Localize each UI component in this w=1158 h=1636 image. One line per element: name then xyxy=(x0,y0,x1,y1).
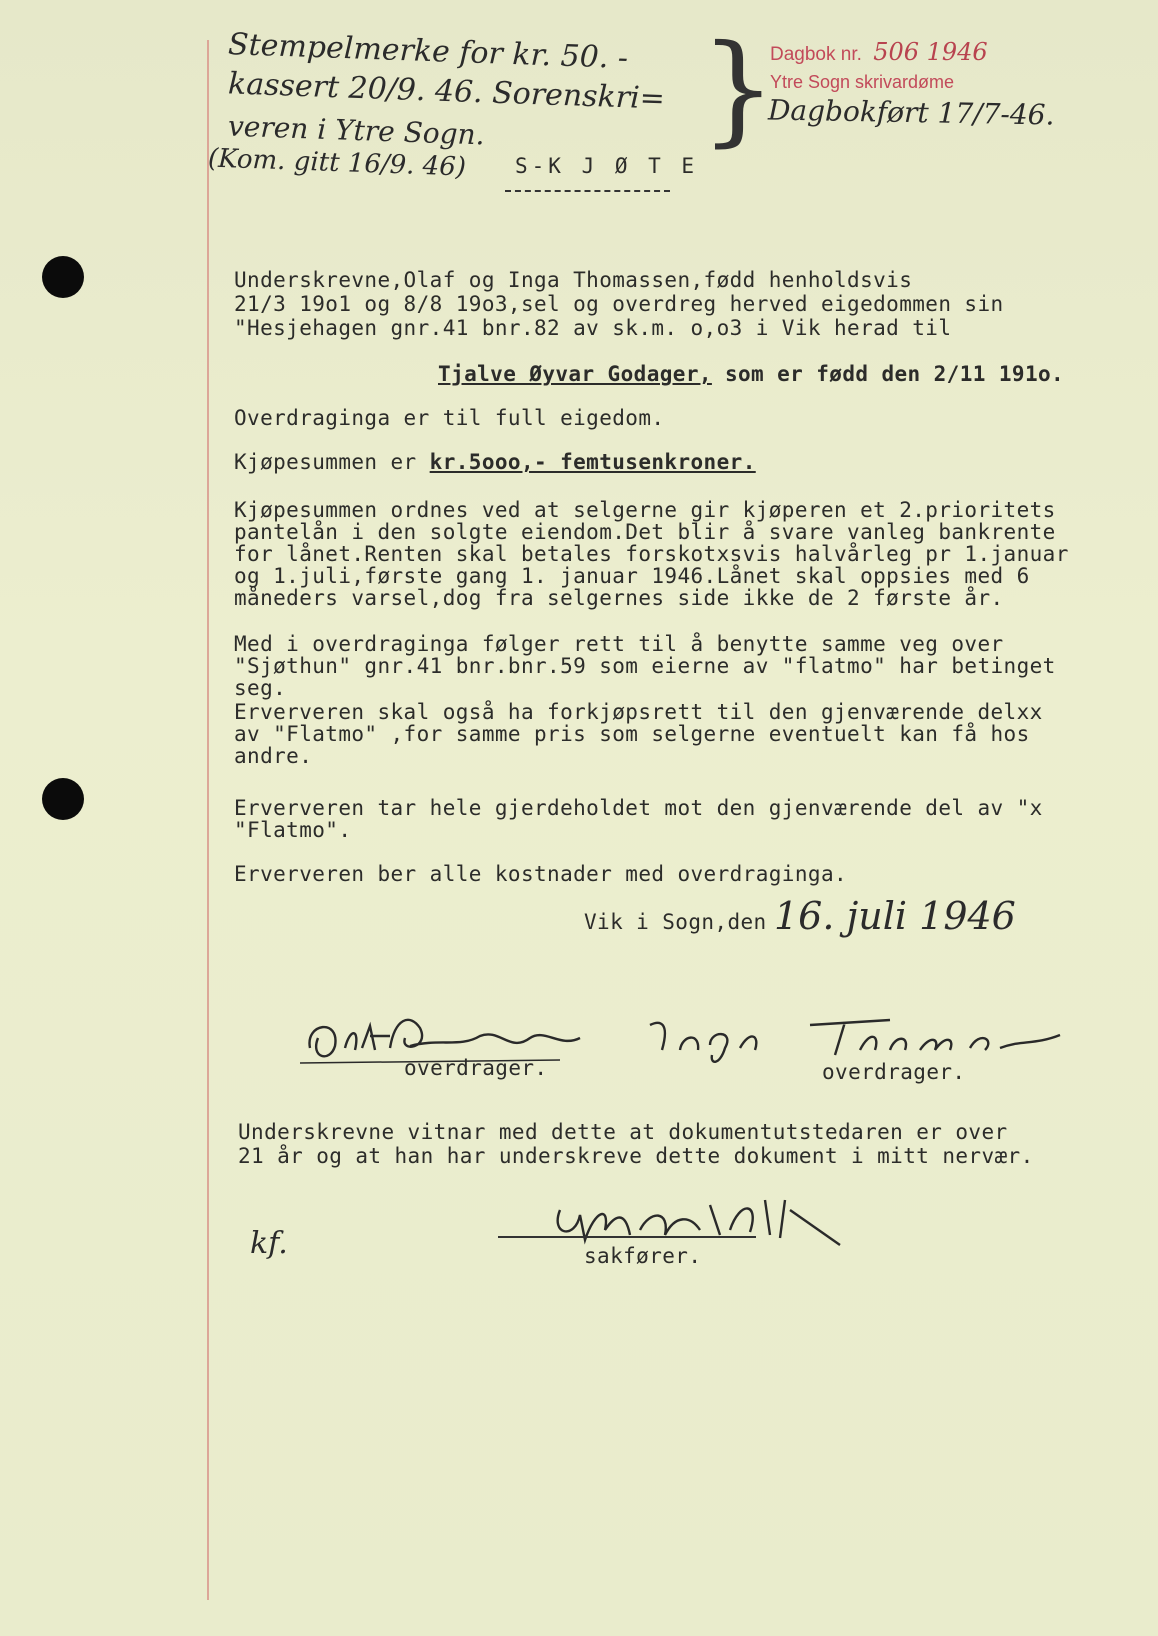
margin-note-line: (Kom. gitt 16/9. 46) xyxy=(207,143,467,183)
margin-note-line: veren i Ytre Sogn. xyxy=(227,109,486,152)
title-underline xyxy=(505,190,670,192)
witness-line: Underskrevne vitnar med dette at dokumentutstedaren er over xyxy=(238,1120,1008,1144)
place-date-handwritten: 16. juli 1946 xyxy=(774,894,1016,938)
buyer-birth: som er fødd den 2/11 191o. xyxy=(711,362,1065,386)
signature-role: overdrager. xyxy=(404,1056,548,1080)
body-line: "Sjøthun" gnr.41 bnr.bnr.59 som eierne av "flatmo" har betinget xyxy=(234,654,1056,678)
diary-entry-note: Dagbokført 17/7-46. xyxy=(767,93,1055,132)
body-line: Erververen tar hele gjerdeholdet mot den gjenværende del av "x xyxy=(234,796,1043,820)
body-line: Overdraginga er til full eigedom. xyxy=(234,406,665,430)
body-line: 21/3 19o1 og 8/8 19o3,sel og overdreg herved eigedommen sin xyxy=(234,292,1004,316)
brace-mark: } xyxy=(700,20,777,159)
buyer-line xyxy=(438,362,1064,386)
body-line: pantelån i den solgte eiendom.Det blir å svare vanleg bankrente xyxy=(234,520,1056,544)
witness-underline xyxy=(498,1236,756,1238)
stamp-number: 506 1946 xyxy=(873,38,988,66)
place-date-typed: Vik i Sogn,den xyxy=(584,910,767,934)
diary-number-stamp xyxy=(770,38,988,66)
body-line: måneders varsel,dog fra selgernes side ikke de 2 første år. xyxy=(234,586,1004,610)
buyer-name: Tjalve Øyvar Godager, xyxy=(438,362,712,386)
price-label: Kjøpesummen er xyxy=(234,450,430,474)
document-title: S-K J Ø T E xyxy=(515,154,699,178)
margin-rule xyxy=(207,40,209,1600)
body-line: av "Flatmo" ,for samme pris som selgerne eventuelt kan få hos xyxy=(234,722,1030,746)
body-line: Kjøpesummen ordnes ved at selgerne gir kjøperen et 2.prioritets xyxy=(234,498,1056,522)
body-line: seg. xyxy=(234,676,287,700)
body-line: Underskrevne,Olaf og Inga Thomassen,fødd henholdsvis xyxy=(234,268,913,292)
witness-line: 21 år og at han har underskreve dette dokument i mitt nervær. xyxy=(238,1144,1034,1168)
body-line: for lånet.Renten skal betales forskotxsvis halvårleg pr 1.januar xyxy=(234,542,1069,566)
body-line: andre. xyxy=(234,744,313,768)
margin-note-line: Stempelmerke for kr. 50. - xyxy=(227,27,629,76)
price-line xyxy=(234,450,756,474)
body-line: Erververen skal også ha forkjøpsrett til den gjenværende delxx xyxy=(234,700,1043,724)
court-district-stamp: Ytre Sogn skrivardøme xyxy=(770,72,955,92)
punch-hole-bottom xyxy=(42,778,84,820)
body-line: Med i overdraginga følger rett til å benytte samme veg over xyxy=(234,632,1004,656)
signature-role: overdrager. xyxy=(822,1060,966,1084)
witness-role: sakfører. xyxy=(584,1244,702,1268)
body-line: Erververen ber alle kostnader med overdraginga. xyxy=(234,862,848,886)
body-line: "Hesjehagen gnr.41 bnr.82 av sk.m. o,o3 i Vik herad til xyxy=(234,316,952,340)
body-line: "Flatmo". xyxy=(234,818,352,842)
initials-note: kf. xyxy=(250,1226,288,1261)
body-line: og 1.juli,første gang 1. januar 1946.Lånet skal oppsies med 6 xyxy=(234,564,1030,588)
stamp-label: Dagbok nr. xyxy=(770,44,862,65)
margin-note-line: kassert 20/9. 46. Sorenskri= xyxy=(227,66,666,117)
price-value: kr.5ooo,- femtusenkroner. xyxy=(429,450,756,474)
punch-hole-top xyxy=(42,256,84,298)
